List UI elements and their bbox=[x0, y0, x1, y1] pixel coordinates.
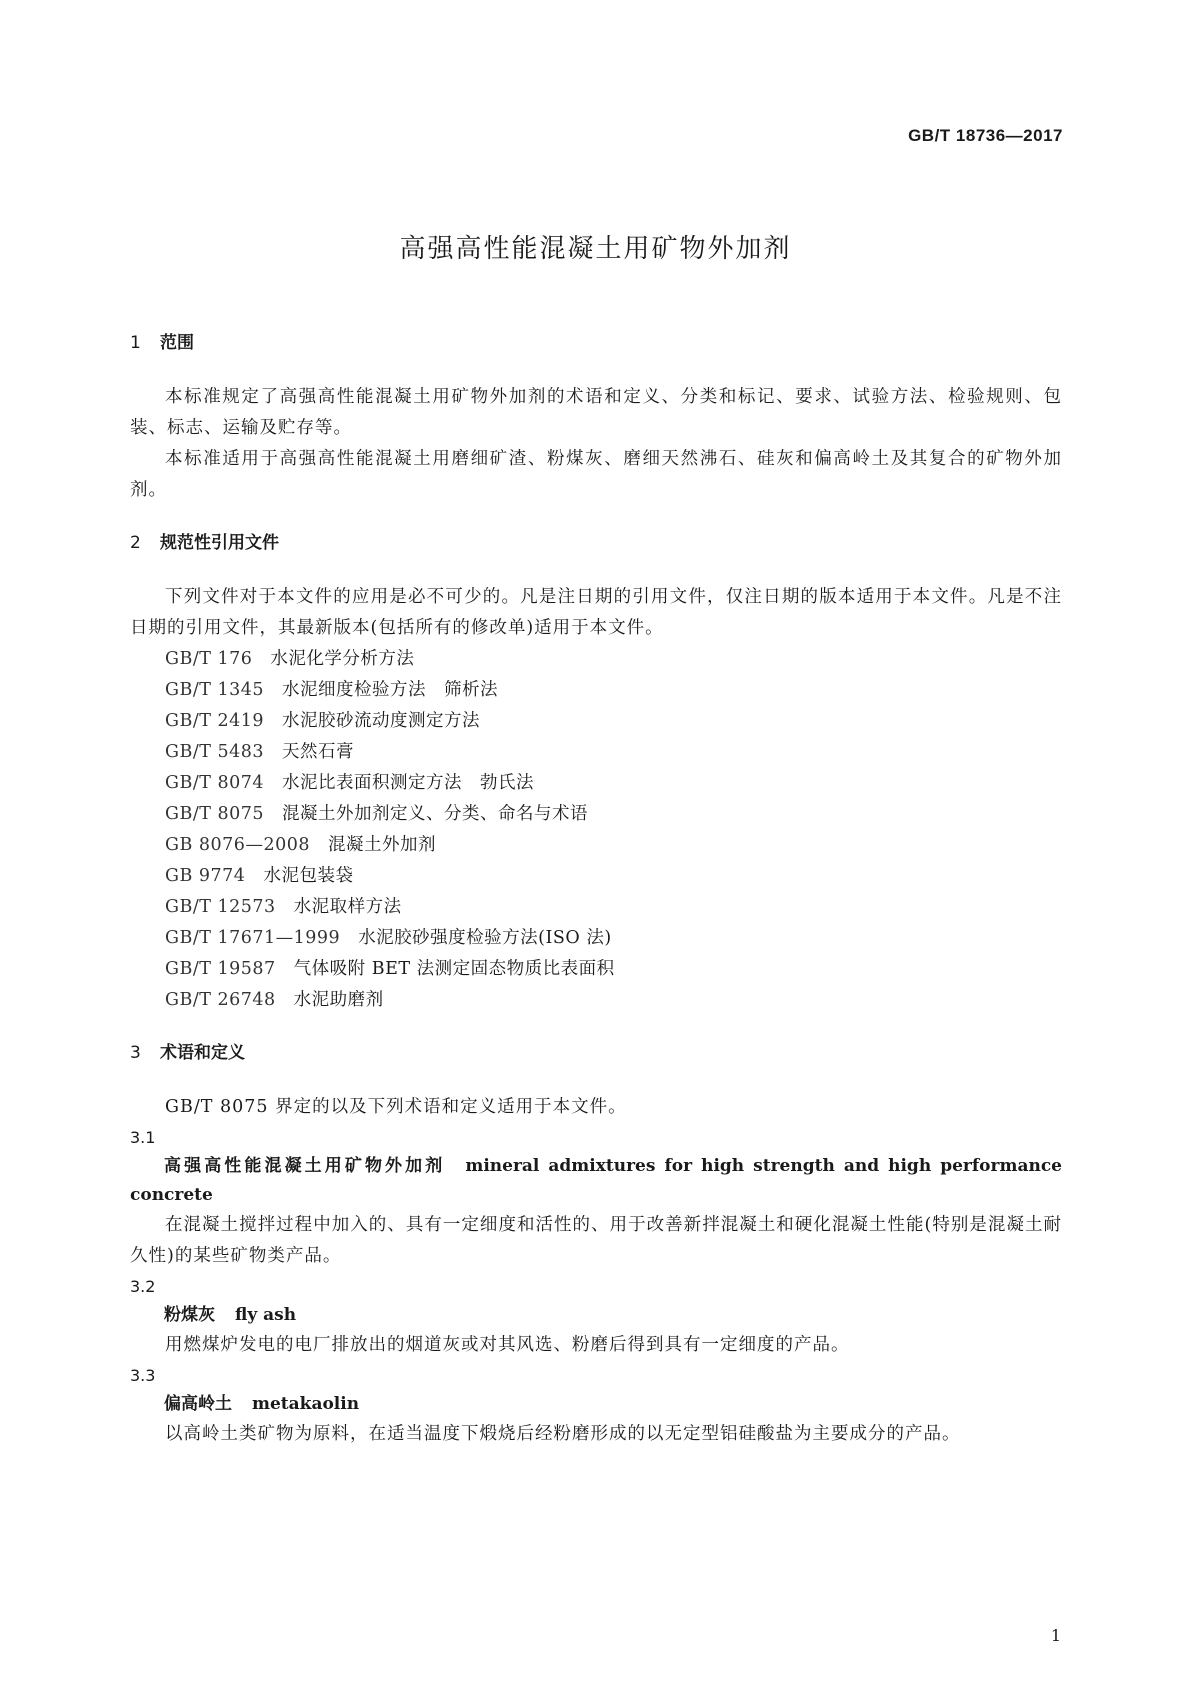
reference-item bbox=[130, 799, 1062, 830]
term-entry bbox=[130, 1152, 1062, 1210]
reference-code: GB/T 8074 bbox=[165, 773, 265, 793]
reference-code: GB/T 26748 bbox=[165, 990, 276, 1010]
reference-item bbox=[130, 892, 1062, 923]
term-entry bbox=[130, 1301, 1062, 1330]
reference-title: 混凝土外加剂 bbox=[327, 835, 436, 855]
reference-code: GB/T 12573 bbox=[165, 897, 276, 917]
reference-item bbox=[130, 830, 1062, 861]
section-title: 规范性引用文件 bbox=[160, 533, 279, 553]
page-number: 1 bbox=[1050, 1626, 1061, 1645]
clause-number: 3.3 bbox=[130, 1366, 156, 1385]
section-number: 2 bbox=[130, 533, 141, 553]
reference-item bbox=[130, 737, 1062, 768]
clause-number: 3.1 bbox=[130, 1128, 156, 1147]
reference-title: 天然石膏 bbox=[282, 742, 355, 762]
term-definition: 用燃煤炉发电的电厂排放出的烟道灰或对其风选、粉磨后得到具有一定细度的产品。 bbox=[165, 1335, 850, 1355]
reference-code: GB/T 2419 bbox=[165, 711, 265, 731]
document-title: 高强高性能混凝土用矿物外加剂 bbox=[399, 234, 792, 264]
references-intro: 下列文件对于本文件的应用是必不可少的。凡是注日期的引用文件，仅注日期的版本适用于本文件。凡是不注日期的引用文件，其最新版本(包括所有的修改单)适用于本文件。 bbox=[130, 587, 1062, 638]
term-chinese: 偏高岭土 bbox=[164, 1394, 232, 1414]
clause-number: 3.2 bbox=[130, 1277, 156, 1296]
reference-title: 水泥助磨剂 bbox=[293, 990, 384, 1010]
term-chinese: 高强高性能混凝土用矿物外加剂 bbox=[164, 1156, 446, 1176]
reference-title: 水泥胶砂流动度测定方法 bbox=[282, 711, 481, 731]
reference-item bbox=[130, 675, 1062, 706]
reference-code: GB 9774 bbox=[165, 866, 246, 886]
reference-item bbox=[130, 954, 1062, 985]
reference-title: 混凝土外加剂定义、分类、命名与术语 bbox=[282, 804, 589, 824]
section-title: 术语和定义 bbox=[160, 1043, 245, 1063]
standard-code: GB/T 18736—2017 bbox=[908, 126, 1063, 145]
term-list bbox=[130, 1123, 1062, 1450]
section-title: 范围 bbox=[160, 333, 194, 353]
term-chinese: 粉煤灰 bbox=[164, 1305, 215, 1325]
reference-item bbox=[130, 644, 1062, 675]
reference-code: GB/T 5483 bbox=[165, 742, 265, 762]
reference-code: GB/T 176 bbox=[165, 649, 253, 669]
reference-item bbox=[130, 923, 1062, 954]
term-definition: 以高岭土类矿物为原料，在适当温度下煅烧后经粉磨形成的以无定型铝硅酸盐为主要成分的产品。 bbox=[165, 1424, 961, 1444]
reference-title: 水泥化学分析方法 bbox=[270, 649, 415, 669]
document-body bbox=[130, 330, 1062, 1450]
reference-item bbox=[130, 985, 1062, 1016]
term-english: mineral admixtures for high strength and high performance concrete bbox=[130, 1156, 1062, 1205]
reference-item bbox=[130, 706, 1062, 737]
term-english: fly ash bbox=[235, 1305, 297, 1325]
reference-item bbox=[130, 861, 1062, 892]
section-1-heading bbox=[130, 330, 1062, 356]
reference-list bbox=[130, 644, 1062, 1016]
reference-code: GB/T 1345 bbox=[165, 680, 265, 700]
reference-code: GB/T 8075 bbox=[165, 804, 265, 824]
section-number: 3 bbox=[130, 1043, 141, 1063]
terms-intro: GB/T 8075 界定的以及下列术语和定义适用于本文件。 bbox=[165, 1097, 627, 1117]
reference-title: 水泥比表面积测定方法 勃氏法 bbox=[282, 773, 535, 793]
reference-title: 水泥取样方法 bbox=[293, 897, 402, 917]
term-entry bbox=[130, 1390, 1062, 1419]
reference-code: GB/T 17671—1999 bbox=[165, 928, 341, 948]
reference-item bbox=[130, 768, 1062, 799]
section-3-heading bbox=[130, 1040, 1062, 1066]
reference-title: 气体吸附 BET 法测定固态物质比表面积 bbox=[293, 959, 615, 979]
scope-paragraph: 本标准适用于高强高性能混凝土用磨细矿渣、粉煤灰、磨细天然沸石、硅灰和偏高岭土及其复合的矿物外加剂。 bbox=[130, 449, 1062, 500]
reference-title: 水泥细度检验方法 筛析法 bbox=[282, 680, 499, 700]
reference-code: GB/T 19587 bbox=[165, 959, 276, 979]
reference-code: GB 8076—2008 bbox=[165, 835, 310, 855]
section-2-heading bbox=[130, 530, 1062, 556]
reference-title: 水泥胶砂强度检验方法(ISO 法) bbox=[358, 928, 612, 948]
term-english: metakaolin bbox=[252, 1394, 360, 1414]
scope-paragraph: 本标准规定了高强高性能混凝土用矿物外加剂的术语和定义、分类和标记、要求、试验方法、检验规则、包装、标志、运输及贮存等。 bbox=[130, 387, 1062, 438]
term-definition: 在混凝土搅拌过程中加入的、具有一定细度和活性的、用于改善新拌混凝土和硬化混凝土性能(特别是混凝土耐久性)的某些矿物类产品。 bbox=[130, 1215, 1062, 1266]
reference-title: 水泥包装袋 bbox=[263, 866, 354, 886]
section-number: 1 bbox=[130, 333, 141, 353]
